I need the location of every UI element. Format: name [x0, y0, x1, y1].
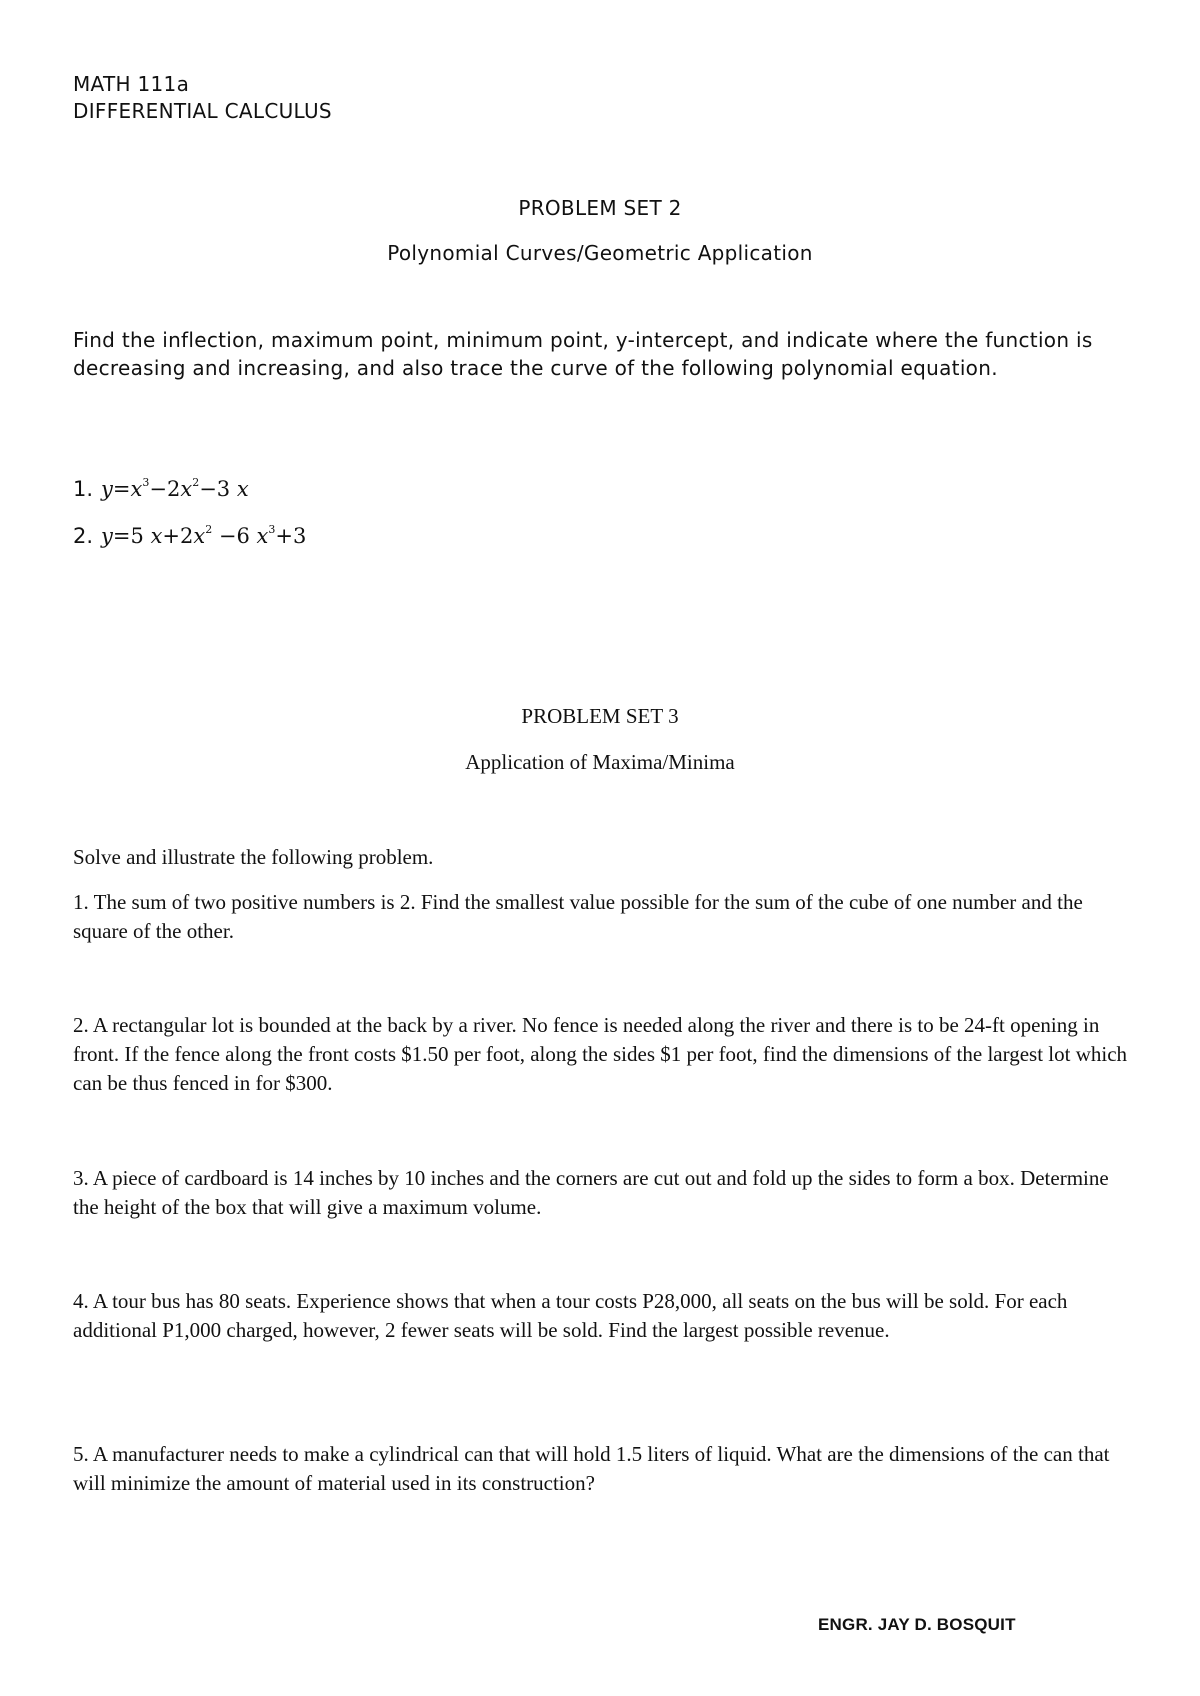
problem-set-2-title: PROBLEM SET 2	[518, 196, 682, 220]
equation-1	[73, 476, 249, 501]
problem-set-2-subtitle: Polynomial Curves/Geometric Application	[387, 241, 813, 265]
problem-item-2: 2. A rectangular lot is bounded at the back by a river. No fence is needed along the river and there is to be 24-ft opening in front. If the fence along the front costs $1.50 per foot, along the sides $1 per foot, find the dimensions of the largest lot which can be thus fenced in for $300.	[73, 1013, 1128, 1095]
equation-2	[73, 523, 306, 548]
problem-item-3: 3. A piece of cardboard is 14 inches by 10 inches and the corners are cut out and fold up the sides to form a box. Determine the height of the box that will give a maximum volume.	[73, 1166, 1109, 1219]
problem-set-3-title: PROBLEM SET 3	[521, 704, 679, 728]
course-code: MATH 111a	[73, 72, 190, 96]
problem-set-3-instructions: Solve and illustrate the following problem.	[73, 845, 434, 869]
equation-number: 2.	[73, 524, 94, 548]
problem-item-4: 4. A tour bus has 80 seats. Experience shows that when a tour costs P28,000, all seats on the bus will be sold. For each additional P1,000 charged, however, 2 fewer seats will be sold. Find the largest possible revenue.	[73, 1289, 1068, 1342]
problem-set-3-subtitle: Application of Maxima/Minima	[465, 750, 735, 774]
author-signature: ENGR. JAY D. BOSQUIT	[818, 1615, 1016, 1634]
problem-item-5: 5. A manufacturer needs to make a cylindrical can that will hold 1.5 liters of liquid. What are the dimensions of the can that will minimize the amount of material used in its construction?	[73, 1442, 1110, 1495]
problem-item-1: 1. The sum of two positive numbers is 2. Find the smallest value possible for the sum of the cube of one number and the square of the other.	[73, 890, 1083, 943]
equation-number: 1.	[73, 477, 94, 501]
equation-expression: y=5 $x+2x^2 -6$ $x^3+3$	[101, 523, 307, 548]
course-title: DIFFERENTIAL CALCULUS	[73, 99, 332, 123]
problem-set-2-instructions: Find the inflection, maximum point, minimum point, y-intercept, and indicate where the function is decreasing and increasing, and also trace the curve of the following polynomial equation.	[73, 328, 1093, 380]
equation-expression: $y=x^3-2x^2-3$ x	[101, 476, 249, 501]
